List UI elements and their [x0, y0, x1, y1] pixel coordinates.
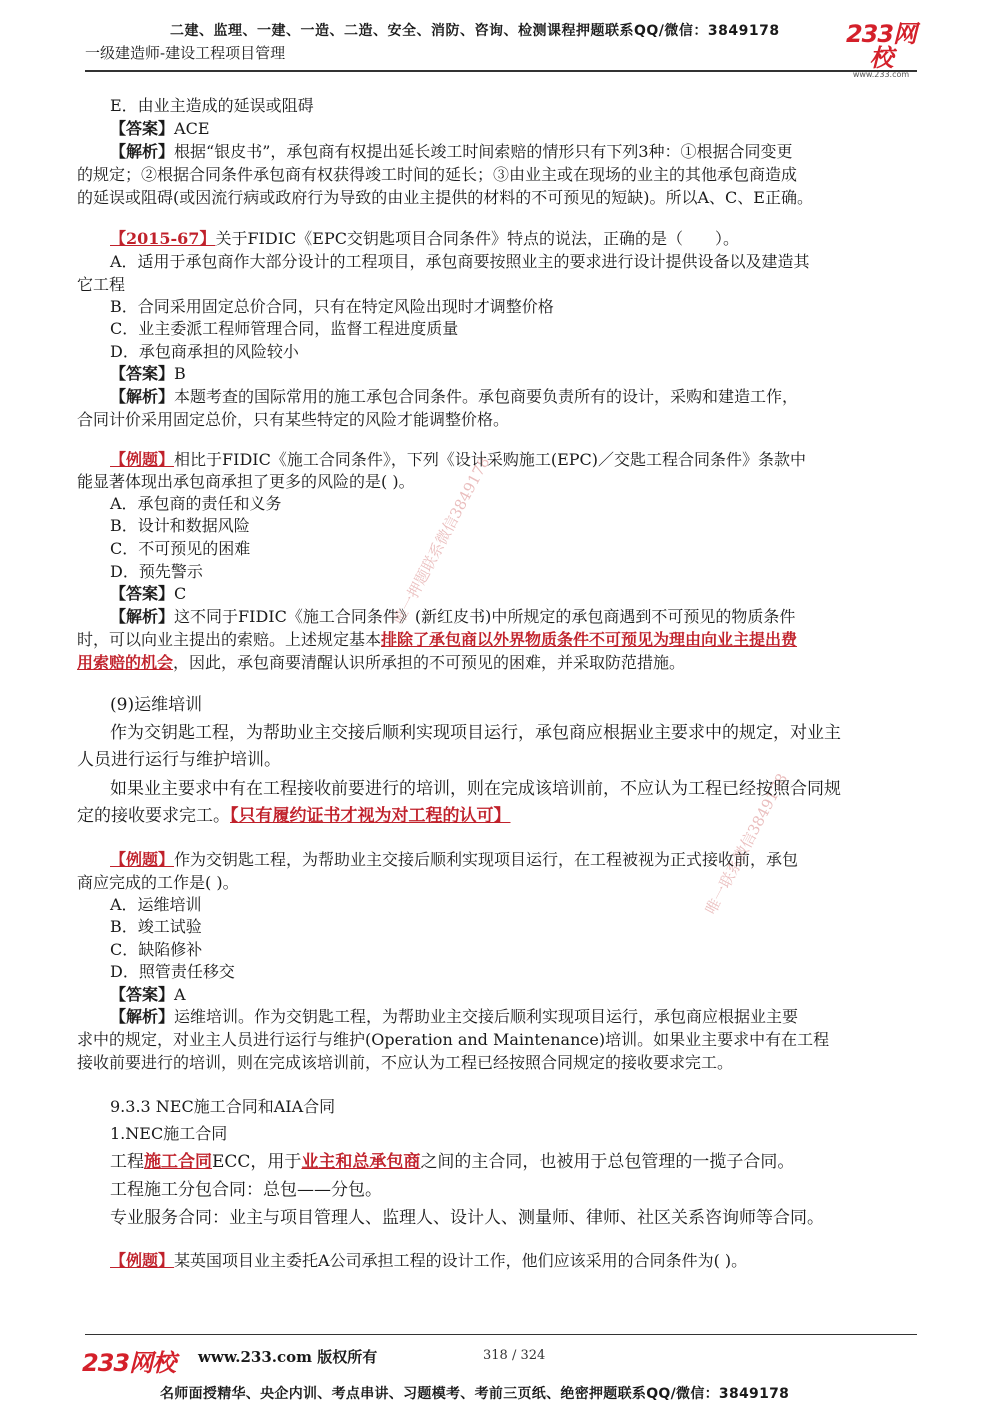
- answer-line: [110, 363, 186, 385]
- option-d: D．承包商承担的风险较小: [110, 342, 299, 361]
- option-d: D．预先警示: [110, 562, 203, 581]
- option-e: E．由业主造成的延误或阻碍: [110, 96, 314, 115]
- answer-value: C: [174, 584, 187, 603]
- header-banner: 二建、监理、一建、一造、二造、安全、消防、咨询、检测课程押题联系QQ/微信：3849178: [170, 23, 780, 39]
- header-rule: [85, 70, 917, 72]
- paragraph-line: [77, 805, 511, 827]
- option-d: D．照管责任移交: [110, 962, 235, 981]
- paragraph-text: 工程施工分包合同：总包——分包。: [110, 1180, 382, 1200]
- paragraph-text: 定的接收要求完工。: [77, 806, 230, 826]
- highlight-text: 用索赔的机会: [77, 653, 174, 672]
- option-b: B．设计和数据风险: [110, 516, 250, 535]
- page-number: 318 / 324: [483, 1348, 546, 1363]
- question-tag: 【2015-67】: [110, 229, 216, 248]
- option-c: C．缺陷修补: [110, 940, 203, 959]
- paragraph-text: 工程: [110, 1152, 144, 1172]
- question-tag: 【例题】: [110, 450, 175, 469]
- question-text: 作为交钥匙工程，为帮助业主交接后顺利实现项目运行，在工程被视为正式接收前，承包: [174, 850, 799, 869]
- paragraph-text: 如果业主要求中有在工程接收前要进行的培训，则在完成该培训前，不应认为工程已经按照合同规: [110, 779, 841, 799]
- question-line: [110, 849, 798, 871]
- analysis-tag: 【解析】: [110, 142, 175, 161]
- section-heading: 9.3.3 NEC施工合同和AIA合同: [110, 1097, 336, 1116]
- paragraph-text: ECC，用于: [212, 1152, 302, 1172]
- footer-rule: [85, 1334, 917, 1335]
- watermark: 唯一联系微信3849178: [701, 770, 792, 918]
- option-b: B．合同采用固定总价合同，只有在特定风险出现时才调整价格: [110, 297, 554, 316]
- option-c: C．不可预见的困难: [110, 539, 251, 558]
- answer-tag: 【答案】: [110, 364, 175, 383]
- answer-value: B: [174, 364, 186, 383]
- header-subtitle: 一级建造师-建设工程项目管理: [85, 44, 286, 62]
- paragraph-text: 人员进行运行与维护培训。: [77, 750, 281, 770]
- option-a: A．承包商的责任和义务: [110, 494, 282, 513]
- option-c: C．业主委派工程师管理合同，监督工程进度质量: [110, 319, 459, 338]
- analysis-line: [77, 652, 685, 674]
- analysis-text: 时，可以向业主提出的索赔。上述规定基本: [77, 630, 382, 649]
- analysis-tag: 【解析】: [110, 387, 175, 406]
- footer-banner: 名师面授精华、央企内训、考点串讲、习题模考、考前三页纸、绝密押题联系QQ/微信：3849178: [160, 1386, 790, 1402]
- answer-line: [110, 583, 186, 605]
- highlight-text: 排除了承包商以外界物质条件不可预见为理由向业主提出费: [381, 630, 798, 649]
- paragraph-text: 作为交钥匙工程，为帮助业主交接后顺利实现项目运行，承包商应根据业主要求中的规定，对业主: [110, 723, 841, 743]
- analysis-text: 的规定；②根据合同条件承包商有权获得竣工时间的延长；③由业主或在现场的业主的其他承包商造成: [77, 165, 798, 184]
- analysis-text: 本题考查的国际常用的施工承包合同条件。承包商要负责所有的设计，采购和建造工作，: [174, 387, 799, 406]
- logo-text: 233网校: [845, 20, 917, 72]
- analysis-line: [110, 606, 795, 628]
- answer-tag: 【答案】: [110, 119, 175, 138]
- question-text: 相比于FIDIC《施工合同条件》，下列《设计采购施工(EPC)／交匙工程合同条件》条款中: [174, 450, 807, 469]
- analysis-line: [77, 629, 797, 651]
- answer-value: ACE: [174, 119, 210, 138]
- logo-url: www.233.com: [852, 70, 910, 79]
- analysis-text: 的延误或阻碍(或因流行病或政府行为导致的由业主提供的材料的不可预见的短缺)。所以A、C、E正确。: [77, 188, 813, 207]
- question-tag: 【例题】: [110, 1251, 175, 1270]
- watermark: 唯一押题联系微信3849178: [389, 453, 494, 628]
- footer-logo: 233网校: [82, 1349, 176, 1377]
- paragraph-text: 专业服务合同：业主与项目管理人、监理人、设计人、测量师、律师、社区关系咨询师等合同。: [110, 1208, 824, 1228]
- analysis-line: [110, 386, 798, 408]
- option-a: A．适用于承包商作大部分设计的工程项目，承包商要按照业主的要求进行设计提供设备以及建造其: [110, 252, 810, 271]
- analysis-line: [110, 1006, 798, 1028]
- question-text: 关于FIDIC《EPC交钥匙项目合同条件》特点的说法，正确的是（ ）。: [215, 229, 739, 248]
- paragraph-line: [110, 1151, 794, 1173]
- analysis-text: ，因此，承包商要清醒认识所承担的不可预见的困难，并采取防范措施。: [173, 653, 686, 672]
- footer-site: www.233.com 版权所有: [198, 1348, 378, 1366]
- question-tag: 【例题】: [110, 850, 175, 869]
- answer-tag: 【答案】: [110, 584, 175, 603]
- analysis-text: 接收前要进行的培训，则在完成该培训前，不应认为工程已经按照合同规定的接收要求完工。: [77, 1053, 734, 1072]
- analysis-text: 合同计价采用固定总价，只有某些特定的风险才能调整价格。: [77, 410, 510, 429]
- analysis-text: 运维培训。作为交钥匙工程，为帮助业主交接后顺利实现项目运行，承包商应根据业主要: [174, 1007, 799, 1026]
- question-text: 能显著体现出承包商承担了更多的风险的是( )。: [77, 472, 415, 491]
- question-line: [110, 449, 806, 471]
- option-a: A．运维培训: [110, 895, 202, 914]
- analysis-tag: 【解析】: [110, 607, 175, 626]
- highlight-text: 业主和总承包商: [301, 1152, 421, 1172]
- analysis-tag: 【解析】: [110, 1007, 175, 1026]
- analysis-text: 这不同于FIDIC《施工合同条件》(新红皮书)中所规定的承包商遇到不可预见的物质条件: [174, 607, 796, 626]
- analysis-text: 根据“银皮书”，承包商有权提出延长竣工时间索赔的情形只有下列3种：①根据合同变更: [174, 142, 793, 161]
- highlight-text: 施工合同: [144, 1152, 212, 1172]
- paragraph-text: 之间的主合同，也被用于总包管理的一揽子合同。: [420, 1152, 795, 1172]
- question-text: 商应完成的工作是( )。: [77, 873, 239, 892]
- analysis-line: [110, 141, 793, 163]
- question-line: [110, 228, 739, 250]
- highlight-text: 【只有履约证书才视为对工程的认可】: [230, 806, 511, 826]
- subsection-heading: 1.NEC施工合同: [110, 1124, 228, 1143]
- answer-value: A: [174, 985, 186, 1004]
- option-b: B．竣工试验: [110, 917, 202, 936]
- analysis-text: 求中的规定，对业主人员进行运行与维护(Operation and Maintenance)培训。如果业主要求中有在工程: [77, 1030, 830, 1049]
- question-text: 某英国项目业主委托A公司承担工程的设计工作，他们应该采用的合同条件为( )。: [174, 1251, 748, 1270]
- answer-line: [110, 118, 210, 140]
- answer-line: [110, 984, 186, 1006]
- question-line: [110, 1250, 747, 1272]
- option-a-cont: 它工程: [77, 275, 126, 294]
- answer-tag: 【答案】: [110, 985, 175, 1004]
- section-heading: (9)运维培训: [110, 695, 203, 715]
